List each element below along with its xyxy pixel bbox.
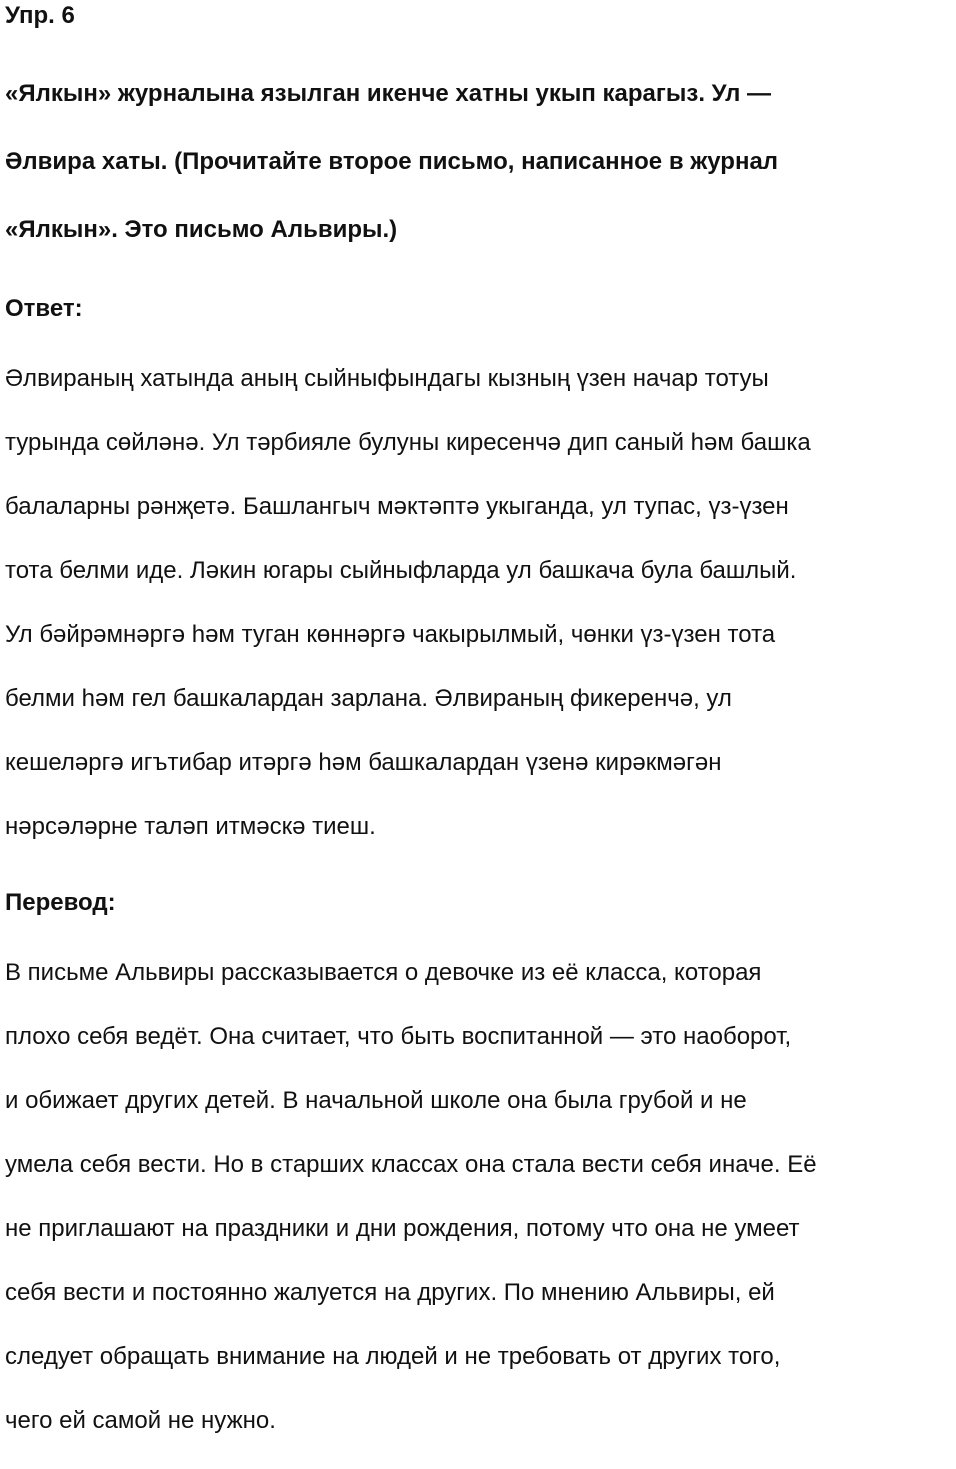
task-line: «Ялкын» журналына язылган икенче хатны укып карагыз. Ул — bbox=[5, 80, 771, 107]
answer-line: нәрсәләрне таләп итмәскә тиеш. bbox=[5, 813, 376, 840]
answer-line: Әлвираның хатында аның сыйныфындагы кызның үзен начар тотуы bbox=[5, 365, 769, 392]
translation-line: и обижает других детей. В начальной школе она была грубой и не bbox=[5, 1087, 747, 1114]
answer-line: турында сөйләнә. Ул тәрбияле булуны киресенчә дип саный һәм башка bbox=[5, 429, 811, 456]
answer-label: Ответ: bbox=[5, 295, 83, 322]
answer-line: кешеләргә игътибар итәргә һәм башкалардан үзенә кирәкмәгән bbox=[5, 749, 722, 776]
answer-line: белми һәм гел башкалардан зарлана. Әлвираның фикеренчә, ул bbox=[5, 685, 732, 712]
translation-text bbox=[5, 925, 951, 1469]
translation-line: себя вести и постоянно жалуется на других. По мнению Альвиры, ей bbox=[5, 1279, 775, 1306]
translation-line: не приглашают на праздники и дни рождения, потому что она не умеет bbox=[5, 1215, 800, 1242]
answer-line: балаларны рәнҗетә. Башлангыч мәктәптә укыганда, ул тупас, үз-үзен bbox=[5, 493, 789, 520]
answer-text bbox=[5, 331, 951, 875]
answer-line: Ул бәйрәмнәргә һәм туган көннәргә чакырылмый, чөнки үз-үзен тота bbox=[5, 621, 776, 648]
exercise-heading: Упр. 6 bbox=[5, 2, 75, 29]
translation-line: следует обращать внимание на людей и не требовать от других того, bbox=[5, 1343, 781, 1370]
translation-line: плохо себя ведёт. Она считает, что быть воспитанной — это наоборот, bbox=[5, 1023, 792, 1050]
task-statement bbox=[5, 43, 951, 281]
translation-line: умела себя вести. Но в старших классах она стала вести себя иначе. Её bbox=[5, 1151, 817, 1178]
answer-line: тота белми иде. Ләкин югары сыйныфларда ул башкача була башлый. bbox=[5, 557, 797, 584]
translation-line: чего ей самой не нужно. bbox=[5, 1407, 276, 1434]
task-line: «Ялкын». Это письмо Альвиры.) bbox=[5, 216, 398, 243]
task-line: Әлвира хаты. (Прочитайте второе письмо, написанное в журнал bbox=[5, 148, 779, 175]
translation-label: Перевод: bbox=[5, 889, 116, 916]
document-page bbox=[5, 0, 951, 1469]
translation-line: В письме Альвиры рассказывается о девочке из её класса, которая bbox=[5, 959, 762, 986]
